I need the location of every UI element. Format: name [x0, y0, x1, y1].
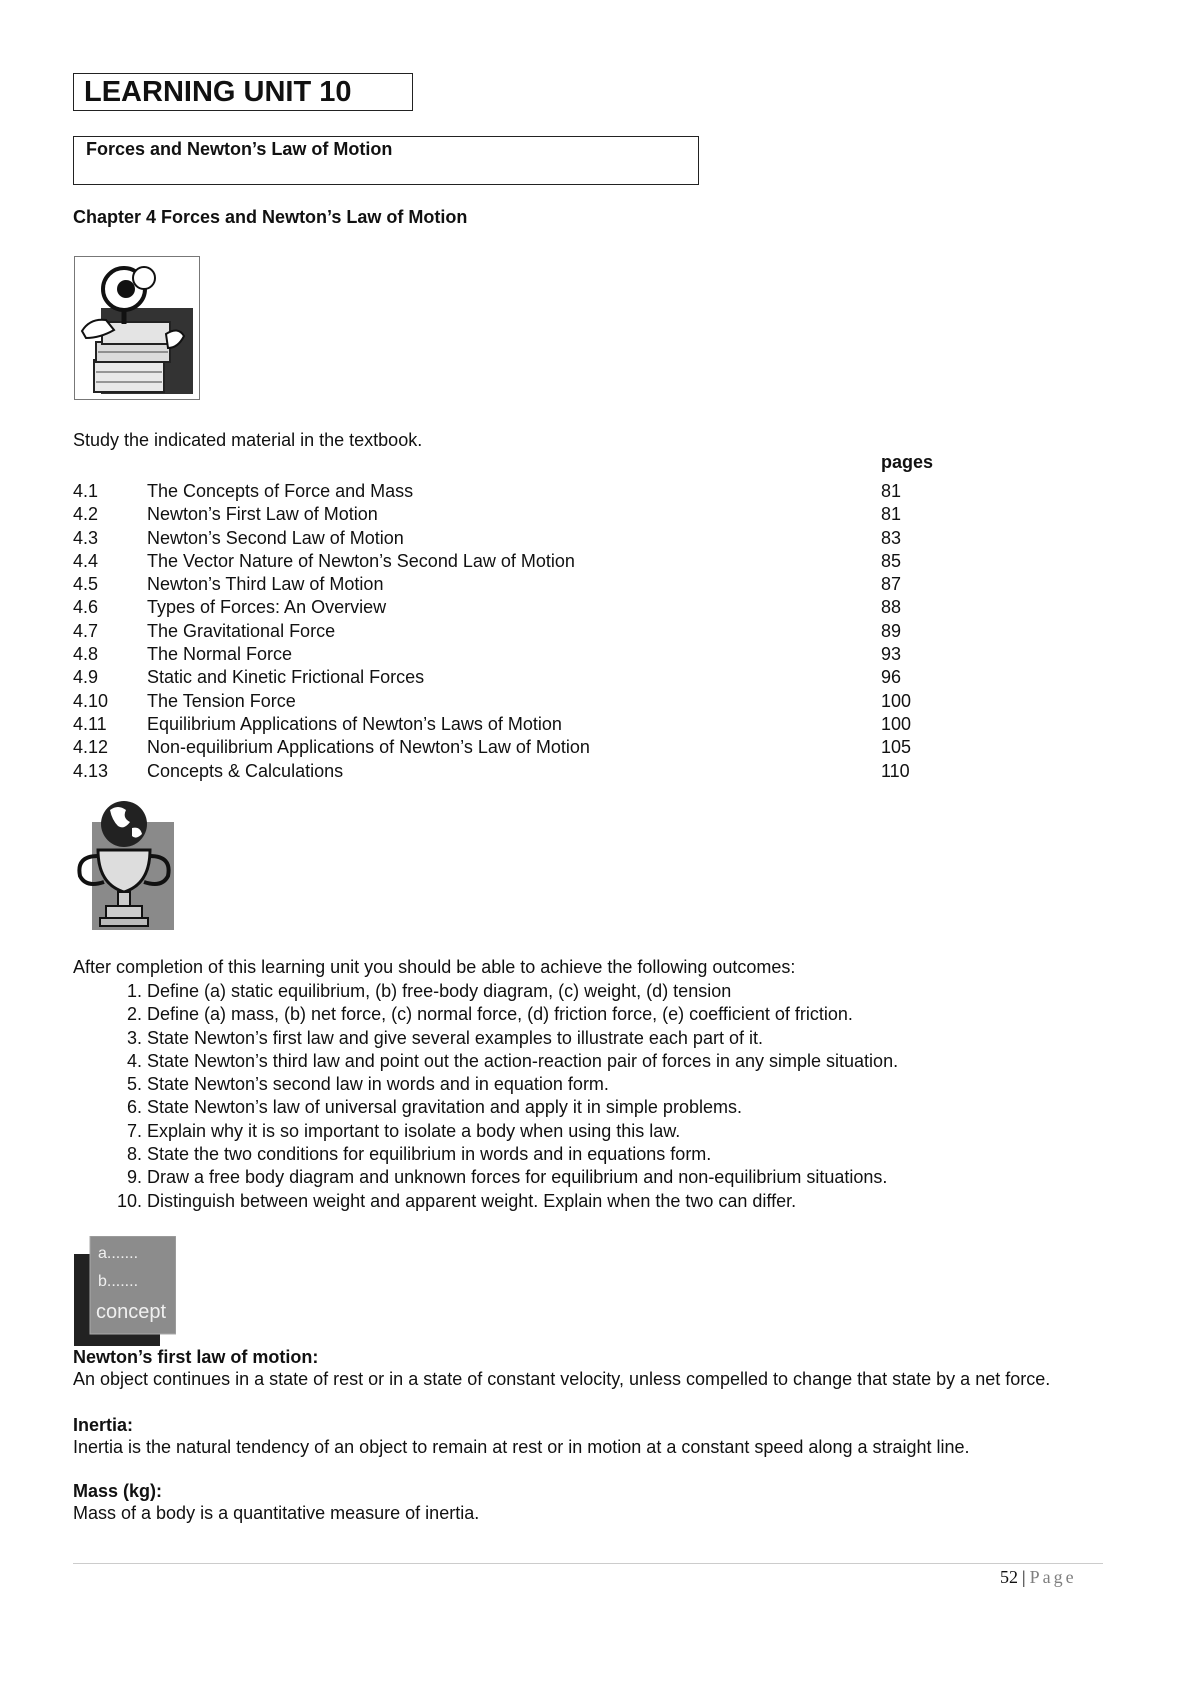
section-page: 85 — [881, 550, 902, 571]
section-page: 89 — [881, 620, 902, 641]
definition-block — [73, 1347, 1103, 1391]
abc-concept-icon — [74, 1236, 176, 1351]
concept-icon-line: b....... — [98, 1273, 139, 1290]
definition-text: Mass of a body is a quantitative measure of inertia. — [73, 1503, 480, 1523]
page-footer — [1000, 1567, 1077, 1588]
toc-row — [73, 527, 953, 550]
section-number: 4.7 — [73, 620, 99, 641]
toc-row — [73, 643, 953, 666]
toc-row — [73, 573, 953, 596]
unit-subtitle-box — [73, 136, 699, 185]
outcome-item: 9. Draw a free body diagram and unknown forces for equilibrium and non-equilibrium situations. — [147, 1166, 1093, 1189]
study-intro: Study the indicated material in the textbook. — [73, 430, 423, 450]
outcome-item: 4. State Newton’s third law and point out the action-reaction pair of forces in any simple situation. — [147, 1050, 1093, 1073]
section-page: 83 — [881, 527, 902, 548]
section-number: 4.5 — [73, 574, 99, 595]
definition-text: Inertia is the natural tendency of an object to remain at rest or in motion at a constant speed along a straight line. — [73, 1437, 970, 1457]
section-page: 100 — [881, 690, 912, 711]
chapter-heading: Chapter 4 Forces and Newton’s Law of Motion — [73, 207, 468, 227]
section-title: The Normal Force — [147, 644, 293, 665]
outcome-item: 10. Distinguish between weight and apparent weight. Explain when the two can differ. — [147, 1190, 1093, 1213]
unit-title: LEARNING UNIT 10 — [84, 76, 352, 108]
section-number: 4.4 — [73, 550, 99, 571]
outcome-item: 6. State Newton’s law of universal gravitation and apply it in simple problems. — [147, 1096, 1093, 1119]
section-number: 4.8 — [73, 644, 99, 665]
section-number: 4.10 — [73, 690, 109, 711]
trophy-globe-icon — [74, 800, 178, 937]
section-title: The Tension Force — [147, 690, 296, 711]
footer-separator: | — [1022, 1567, 1026, 1587]
definition-term: Newton’s first law of motion: — [73, 1347, 319, 1367]
section-page: 81 — [881, 481, 902, 501]
toc-row — [73, 690, 953, 713]
section-number: 4.1 — [73, 481, 99, 501]
toc-row — [73, 596, 953, 619]
section-number: 4.12 — [73, 737, 109, 758]
outcome-item: 3. State Newton’s first law and give several examples to illustrate each part of it. — [147, 1027, 1093, 1050]
section-number: 4.13 — [73, 760, 109, 781]
toc-row — [73, 480, 953, 503]
unit-subtitle: Forces and Newton’s Law of Motion — [86, 139, 393, 159]
section-title: Newton’s First Law of Motion — [147, 504, 378, 525]
definition-block — [73, 1415, 1103, 1459]
toc-row — [73, 550, 953, 573]
concept-icon-line: concept — [96, 1301, 167, 1323]
section-title: Concepts & Calculations — [147, 760, 344, 781]
section-title: Newton’s Second Law of Motion — [147, 527, 404, 548]
toc-row — [73, 760, 953, 783]
section-page: 100 — [881, 713, 912, 734]
outcome-item: 7. Explain why it is so important to isolate a body when using this law. — [147, 1120, 1093, 1143]
section-page: 93 — [881, 644, 902, 665]
outcome-item: 1. Define (a) static equilibrium, (b) free-body diagram, (c) weight, (d) tension — [147, 980, 1093, 1003]
section-title: Newton’s Third Law of Motion — [147, 574, 384, 595]
toc-row — [73, 666, 953, 689]
footer-divider — [73, 1563, 1103, 1564]
outcome-item: 2. Define (a) mass, (b) net force, (c) normal force, (d) friction force, (e) coefficient of friction. — [147, 1003, 1093, 1026]
section-page: 87 — [881, 574, 902, 595]
section-number: 4.3 — [73, 527, 99, 548]
outcome-item: 5. State Newton’s second law in words and in equation form. — [147, 1073, 1093, 1096]
outcome-item: 8. State the two conditions for equilibrium in words and in equations form. — [147, 1143, 1093, 1166]
section-title: The Vector Nature of Newton’s Second Law of Motion — [147, 550, 575, 571]
section-page: 110 — [881, 760, 910, 781]
section-title: The Gravitational Force — [147, 620, 336, 641]
section-title: Equilibrium Applications of Newton’s Laws of Motion — [147, 713, 562, 734]
section-number: 4.9 — [73, 667, 99, 688]
page-label: Page — [1029, 1567, 1077, 1587]
section-page: 88 — [881, 597, 902, 618]
toc-row — [73, 713, 953, 736]
section-page: 105 — [881, 737, 912, 758]
definition-text: An object continues in a state of rest or in a state of constant velocity, unless compelled to change that state by a net force. — [73, 1369, 1051, 1389]
section-title: Non-equilibrium Applications of Newton’s Law of Motion — [147, 737, 590, 758]
toc-row — [73, 620, 953, 643]
toc-row — [73, 736, 953, 759]
outcomes-list — [73, 980, 1093, 1213]
textbook-section-list — [73, 480, 953, 783]
section-title: Static and Kinetic Frictional Forces — [147, 667, 425, 688]
section-number: 4.6 — [73, 597, 99, 618]
learning-outcomes — [73, 957, 1093, 1213]
reader-with-magnifier-icon — [74, 256, 200, 405]
pages-column-header: pages — [881, 452, 934, 472]
definition-block — [73, 1481, 1103, 1525]
section-title: The Concepts of Force and Mass — [147, 481, 414, 501]
section-number: 4.11 — [73, 713, 107, 734]
definition-term: Inertia: — [73, 1415, 134, 1435]
section-page: 96 — [881, 667, 902, 688]
outcomes-intro: After completion of this learning unit you should be able to achieve the following outcomes: — [73, 957, 796, 977]
toc-row — [73, 503, 953, 526]
section-page: 81 — [881, 504, 902, 525]
section-number: 4.2 — [73, 504, 99, 525]
concept-icon-line: a....... — [98, 1245, 139, 1262]
definitions — [73, 1347, 1103, 1525]
page-number: 52 — [1000, 1567, 1018, 1587]
definition-term: Mass (kg): — [73, 1481, 163, 1501]
section-title: Types of Forces: An Overview — [147, 597, 387, 618]
unit-title-box — [73, 73, 413, 111]
